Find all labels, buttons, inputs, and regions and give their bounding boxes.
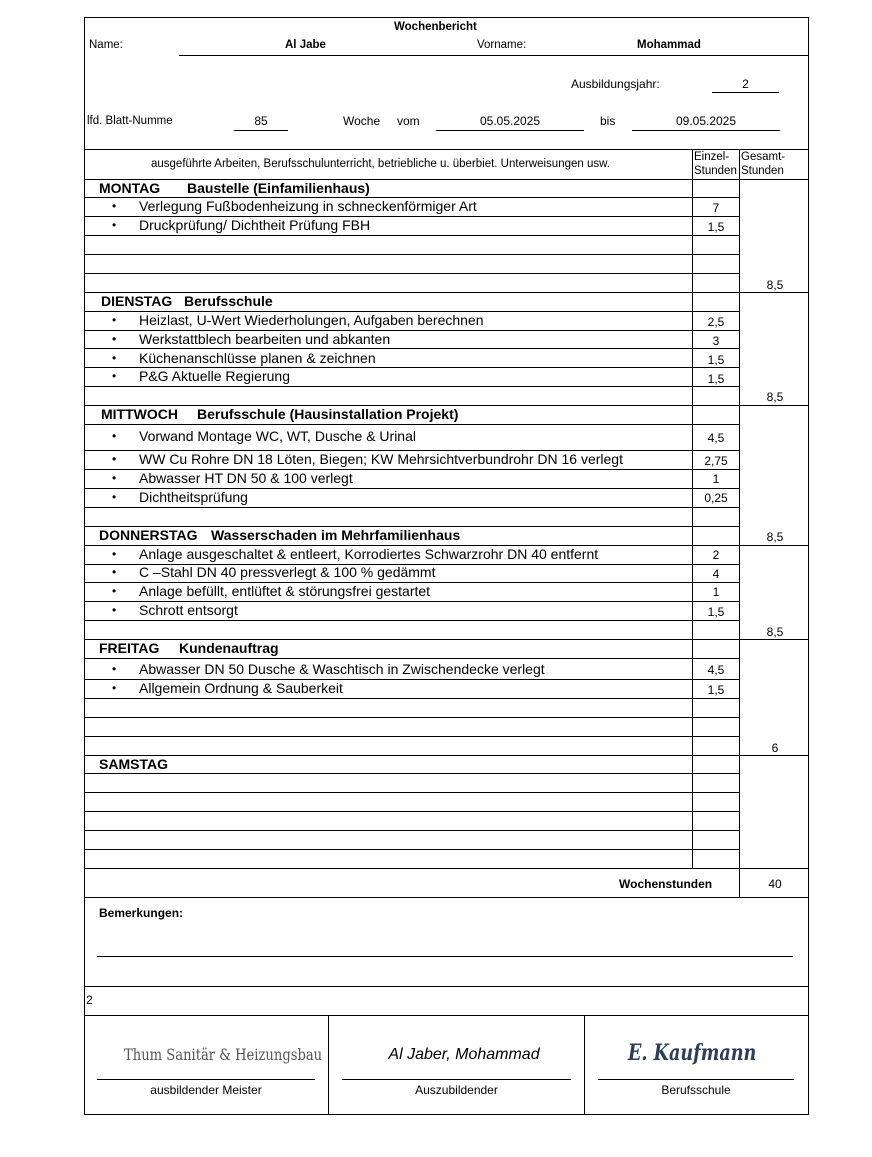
day-freitag: FREITAG <box>99 640 160 656</box>
activity-hours: 1,5 <box>707 605 725 619</box>
activity-text: Werkstattblech bearbeiten und abkanten <box>139 331 391 347</box>
ausbildungsjahr-value: 2 <box>742 77 749 91</box>
activity-text: Heizlast, U-Wert Wiederholungen, Aufgaben berechnen <box>139 312 484 328</box>
activity-text: C –Stahl DN 40 pressverlegt & 100 % gedämmt <box>139 564 436 580</box>
bullet-icon: • <box>112 603 117 617</box>
topic-donnerstag: Wasserschaden im Mehrfamilienhaus <box>211 527 461 543</box>
ausbildungsjahr-underline <box>712 92 779 93</box>
meister-label: ausbildender Meister <box>150 1083 262 1097</box>
name-underline <box>179 55 809 56</box>
bullet-icon: • <box>112 681 117 695</box>
activity-text: Vorwand Montage WC, WT, Dusche & Urinal <box>139 428 416 444</box>
blatt-label: lfd. Blatt-Numme <box>87 115 173 127</box>
vorname-label: Vorname: <box>477 39 527 51</box>
bis-underline <box>632 130 780 131</box>
report-title: Wochenbericht <box>394 21 477 33</box>
day-samstag: SAMSTAG <box>99 756 168 772</box>
blatt-value: 85 <box>254 114 268 128</box>
day-mittwoch: MITTWOCH <box>101 406 178 422</box>
vom-label: vom <box>397 114 420 128</box>
table-header-gesamt-1: Gesamt- <box>741 151 786 163</box>
bullet-icon: • <box>112 218 117 232</box>
day-donnerstag: DONNERSTAG <box>99 527 198 543</box>
table-header-description: ausgeführte Arbeiten, Berufsschulunterricht, betriebliche u. überbiet. Unterweisungen usw. <box>151 158 610 170</box>
azubi-label: Auszubildender <box>415 1083 498 1097</box>
activity-text: Allgemein Ordnung & Sauberkeit <box>139 680 343 696</box>
day-total-donnerstag: 8,5 <box>766 625 784 639</box>
weekly-hours-label: Wochenstunden <box>619 877 713 891</box>
bullet-icon: • <box>112 547 117 561</box>
berufsschule-signature-line <box>598 1079 794 1080</box>
activity-hours: 2,75 <box>704 454 728 468</box>
remarks-label: Bemerkungen: <box>99 906 184 920</box>
activity-hours: 1,5 <box>707 372 725 386</box>
activity-hours: 4,5 <box>707 663 725 677</box>
table-header-einzel-2: Stunden <box>694 165 737 177</box>
meister-signature-line <box>97 1079 315 1080</box>
activity-text: WW Cu Rohre DN 18 Löten, Biegen; KW Mehrsichtverbundrohr DN 16 verlegt <box>139 451 623 467</box>
berufsschule-label: Berufsschule <box>661 1083 731 1097</box>
bullet-icon: • <box>112 565 117 579</box>
activity-hours: 7 <box>712 201 720 215</box>
day-total-freitag: 6 <box>771 741 779 755</box>
bullet-icon: • <box>112 351 117 365</box>
activity-text: P&G Aktuelle Regierung <box>139 368 290 384</box>
activity-hours: 1,5 <box>707 220 725 234</box>
bullet-icon: • <box>112 369 117 383</box>
topic-dienstag: Berufsschule <box>184 293 273 309</box>
day-dienstag: DIENSTAG <box>101 293 173 309</box>
name-label: Name: <box>89 39 123 51</box>
name-value: Al Jabe <box>285 39 326 51</box>
activity-text: Küchenanschlüsse planen & zeichnen <box>139 350 376 366</box>
activity-hours: 3 <box>712 334 720 348</box>
berufsschule-signature-stamp: E. Kaufmann <box>628 1040 757 1066</box>
vom-underline <box>436 130 584 131</box>
activity-hours: 1,5 <box>707 683 725 697</box>
topic-freitag: Kundenauftrag <box>179 640 279 656</box>
bis-label: bis <box>600 114 616 128</box>
page-number: 2 <box>86 993 93 1007</box>
activity-text: Anlage befüllt, entlüftet & störungsfrei gestartet <box>139 583 431 599</box>
activity-text: Anlage ausgeschaltet & entleert, Korrodiertes Schwarzrohr DN 40 entfernt <box>139 546 599 562</box>
table-header-einzel-1: Einzel- <box>694 151 730 163</box>
azubi-signature-line <box>342 1079 571 1080</box>
activity-text: Abwasser DN 50 Dusche & Waschtisch in Zwischendecke verlegt <box>139 661 545 677</box>
activity-hours: 1 <box>712 472 720 486</box>
activity-hours: 1 <box>712 585 720 599</box>
activity-text: Schrott entsorgt <box>139 602 238 618</box>
meister-signature-stamp: Thum Sanitär & Heizungsbau <box>124 1045 323 1064</box>
table-header-gesamt-2: Stunden <box>741 165 784 177</box>
activity-hours: 2,5 <box>707 315 725 329</box>
bullet-icon: • <box>112 490 117 504</box>
activity-hours: 4 <box>712 567 720 581</box>
topic-montag: Baustelle (Einfamilienhaus) <box>187 180 370 196</box>
activity-text: Dichtheitsprüfung <box>139 489 248 505</box>
activity-hours: 4,5 <box>707 431 725 445</box>
weekly-hours-value: 40 <box>768 877 782 891</box>
bullet-icon: • <box>112 313 117 327</box>
day-total-montag: 8,5 <box>766 278 784 292</box>
day-total-dienstag: 8,5 <box>766 390 784 404</box>
activity-text: Verlegung Fußbodenheizung in schneckenförmiger Art <box>139 198 477 214</box>
activity-text: Druckprüfung/ Dichtheit Prüfung FBH <box>139 217 371 233</box>
activity-hours: 2 <box>712 548 720 562</box>
vorname-value: Mohammad <box>637 39 701 51</box>
blatt-underline <box>234 130 288 131</box>
woche-label: Woche <box>343 114 381 128</box>
remarks-line <box>97 956 793 957</box>
bullet-icon: • <box>112 199 117 213</box>
bullet-icon: • <box>112 429 117 443</box>
day-total-mittwoch: 8,5 <box>766 530 784 544</box>
ausbildungsjahr-label: Ausbildungsjahr: <box>571 77 660 91</box>
bullet-icon: • <box>112 471 117 485</box>
activity-text: Abwasser HT DN 50 & 100 verlegt <box>139 470 353 486</box>
bullet-icon: • <box>112 452 117 466</box>
bis-date: 09.05.2025 <box>675 114 737 128</box>
activity-hours: 0,25 <box>704 491 728 505</box>
activity-hours: 1,5 <box>707 353 725 367</box>
day-montag: MONTAG <box>99 180 161 196</box>
bullet-icon: • <box>112 662 117 676</box>
azubi-signature: Al Jaber, Mohammad <box>388 1046 540 1063</box>
bullet-icon: • <box>112 332 117 346</box>
bullet-icon: • <box>112 584 117 598</box>
vom-date: 05.05.2025 <box>479 114 541 128</box>
topic-mittwoch: Berufsschule (Hausinstallation Projekt) <box>197 406 459 422</box>
